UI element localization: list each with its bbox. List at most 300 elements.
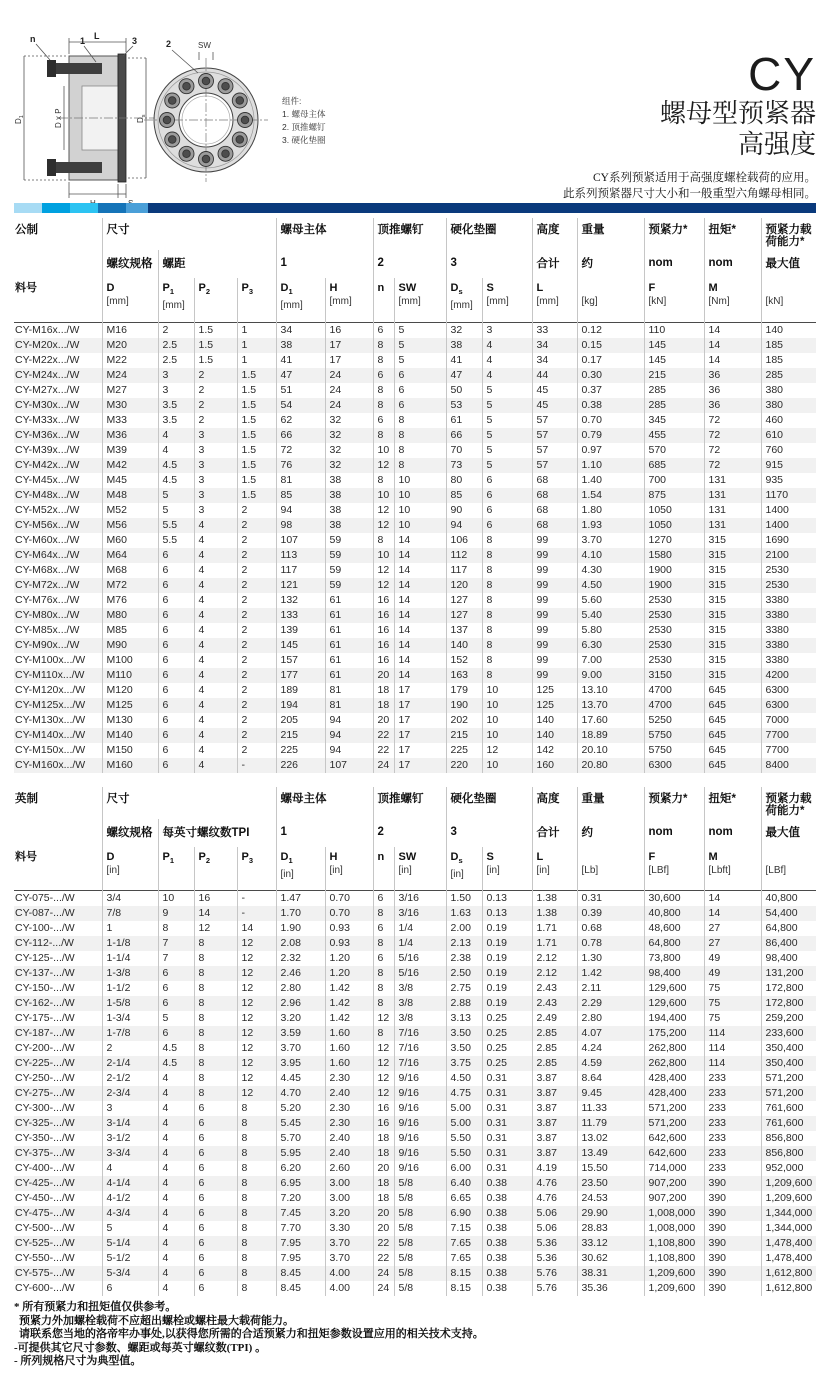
value-cell: 6: [373, 368, 394, 383]
table-row: [14, 368, 816, 383]
value-cell: 3.20: [276, 1011, 325, 1026]
value-cell: 61: [325, 638, 373, 653]
value-cell: 390: [704, 1236, 761, 1251]
value-cell: 59: [325, 548, 373, 563]
column-header: $D_1$ [mm]: [276, 278, 325, 322]
value-cell: 226: [276, 758, 325, 773]
part-label-3: 3: [132, 36, 138, 46]
value-cell: 8: [194, 966, 237, 981]
value-cell: 50: [446, 383, 482, 398]
value-cell: 6: [194, 1281, 237, 1296]
value-cell: 233: [704, 1161, 761, 1176]
value-cell: 36: [704, 398, 761, 413]
value-cell: 8: [237, 1191, 276, 1206]
legend-item: 3. 硬化垫圈: [282, 135, 326, 145]
value-cell: 12: [237, 966, 276, 981]
value-cell: 5/16: [394, 966, 446, 981]
value-cell: 14: [704, 353, 761, 368]
value-cell: 4: [158, 1236, 194, 1251]
accent-bar-segment: [98, 203, 126, 213]
value-cell: 2: [237, 578, 276, 593]
value-cell: 1.38: [532, 891, 577, 907]
value-cell: 7.65: [446, 1236, 482, 1251]
value-cell: 4: [194, 668, 237, 683]
value-cell: 125: [532, 683, 577, 698]
part-number-cell: CY-150-.../W: [15, 982, 75, 994]
value-cell: 8: [482, 638, 532, 653]
legend-item: 2. 顶推螺钉: [282, 122, 326, 132]
part-number-cell: CY-M80x.../W: [15, 608, 80, 621]
value-cell: 8: [394, 428, 446, 443]
value-cell: 20: [373, 1161, 394, 1176]
value-cell: 44: [532, 368, 577, 383]
value-cell: 0.93: [325, 921, 373, 936]
value-cell: 80: [446, 473, 482, 488]
value-cell: 0.37: [577, 383, 644, 398]
value-cell: 9.45: [577, 1086, 644, 1101]
value-cell: 24: [373, 758, 394, 773]
value-cell: 72: [704, 458, 761, 473]
value-cell: 315: [704, 608, 761, 623]
value-cell: 3.70: [325, 1251, 373, 1266]
value-cell: 8.64: [577, 1071, 644, 1086]
value-cell: 14: [704, 891, 761, 907]
value-cell: M33: [102, 413, 158, 428]
value-cell: 4: [194, 593, 237, 608]
value-cell: 32: [325, 458, 373, 473]
value-cell: 94: [325, 743, 373, 758]
value-cell: 177: [276, 668, 325, 683]
part-number-cell: CY-087-.../W: [15, 907, 75, 919]
column-header: [kg]: [577, 278, 644, 322]
value-cell: 98,400: [761, 951, 816, 966]
value-cell: 5: [394, 338, 446, 353]
table-row: [14, 653, 816, 668]
value-cell: 0.39: [577, 906, 644, 921]
value-cell: 6.00: [446, 1161, 482, 1176]
value-cell: 380: [761, 398, 816, 413]
table-row: [14, 698, 816, 713]
value-cell: 94: [325, 713, 373, 728]
value-cell: 1.5: [237, 398, 276, 413]
value-cell: 0.93: [325, 936, 373, 951]
part-number-cell: CY-125-.../W: [15, 952, 75, 964]
value-cell: 185: [761, 353, 816, 368]
column-group-header: 1: [276, 250, 373, 278]
value-cell: 9/16: [394, 1071, 446, 1086]
value-cell: 163: [446, 668, 482, 683]
value-cell: 2530: [644, 638, 704, 653]
value-cell: 3.87: [532, 1116, 577, 1131]
value-cell: 6.95: [276, 1176, 325, 1191]
column-header: $P_3$: [237, 278, 276, 322]
part-number-cell: CY-M22x.../W: [15, 353, 80, 366]
value-cell: 4: [158, 1281, 194, 1296]
value-cell: 2.80: [276, 981, 325, 996]
value-cell: 5.70: [276, 1131, 325, 1146]
column-group-header: 合计: [532, 250, 577, 278]
value-cell: 2.08: [276, 936, 325, 951]
value-cell: 3.87: [532, 1086, 577, 1101]
value-cell: 4.76: [532, 1191, 577, 1206]
table-row: [14, 936, 816, 951]
value-cell: 4: [158, 1266, 194, 1281]
technical-drawing: [14, 28, 414, 208]
value-cell: 4.10: [577, 548, 644, 563]
value-cell: 94: [276, 503, 325, 518]
value-cell: 113: [276, 548, 325, 563]
dim-label-SW: SW: [198, 41, 211, 50]
value-cell: 1050: [644, 503, 704, 518]
value-cell: M27: [102, 383, 158, 398]
value-cell: 262,800: [644, 1041, 704, 1056]
column-header: D [in]: [102, 847, 158, 891]
value-cell: 32: [325, 428, 373, 443]
value-cell: 24: [325, 398, 373, 413]
value-cell: 9/16: [394, 1086, 446, 1101]
value-cell: 215: [644, 368, 704, 383]
value-cell: 6: [482, 503, 532, 518]
value-cell: 6.30: [577, 638, 644, 653]
value-cell: 0.38: [482, 1251, 532, 1266]
value-cell: 1,209,600: [761, 1191, 816, 1206]
value-cell: 390: [704, 1251, 761, 1266]
value-cell: 2.12: [532, 966, 577, 981]
value-cell: 4: [194, 683, 237, 698]
table-row: [14, 1206, 816, 1221]
value-cell: 1.42: [325, 996, 373, 1011]
value-cell: 8: [482, 623, 532, 638]
column-header: $D_s$ [mm]: [446, 278, 482, 322]
value-cell: 72: [704, 428, 761, 443]
value-cell: M90: [102, 638, 158, 653]
part-number-cell: CY-M130x.../W: [15, 713, 86, 726]
value-cell: 0.68: [577, 921, 644, 936]
value-cell: 3.87: [532, 1146, 577, 1161]
value-cell: 66: [276, 428, 325, 443]
value-cell: 1,209,600: [644, 1281, 704, 1296]
value-cell: 14: [394, 533, 446, 548]
value-cell: 1: [237, 338, 276, 353]
value-cell: 110: [644, 322, 704, 338]
value-cell: 7.45: [276, 1206, 325, 1221]
value-cell: 2: [237, 743, 276, 758]
value-cell: 2.88: [446, 996, 482, 1011]
table-row: [14, 413, 816, 428]
value-cell: 4.75: [446, 1086, 482, 1101]
value-cell: 2.85: [532, 1041, 577, 1056]
value-cell: 38.31: [577, 1266, 644, 1281]
value-cell: 24: [373, 1266, 394, 1281]
value-cell: 7: [158, 951, 194, 966]
part-number-cell: CY-112-.../W: [15, 937, 74, 949]
value-cell: 6: [194, 1116, 237, 1131]
value-cell: 4: [194, 518, 237, 533]
value-cell: 315: [704, 548, 761, 563]
value-cell: 5: [394, 322, 446, 338]
value-cell: 129,600: [644, 996, 704, 1011]
value-cell: 38: [446, 338, 482, 353]
value-cell: 140: [532, 713, 577, 728]
part-number-cell: CY-M42x.../W: [15, 458, 80, 471]
column-header: SW [mm]: [394, 278, 446, 322]
value-cell: 4: [102, 1161, 158, 1176]
description-line: CY系列预紧适用于高强度螺栓载荷的应用。: [593, 172, 816, 184]
value-cell: 0.97: [577, 443, 644, 458]
value-cell: 12: [373, 1041, 394, 1056]
value-cell: 18: [373, 1131, 394, 1146]
value-cell: 7/8: [102, 906, 158, 921]
dim-label-DxP: D x P: [54, 108, 63, 128]
value-cell: 2: [237, 593, 276, 608]
table-row: [14, 1221, 816, 1236]
table-row: [14, 1056, 816, 1071]
value-cell: 645: [704, 728, 761, 743]
value-cell: 1,478,400: [761, 1236, 816, 1251]
value-cell: 8: [194, 1086, 237, 1101]
value-cell: 6: [158, 758, 194, 773]
value-cell: 16: [373, 593, 394, 608]
value-cell: 5.80: [577, 623, 644, 638]
value-cell: 8: [237, 1266, 276, 1281]
value-cell: 68: [532, 503, 577, 518]
table-row: [14, 608, 816, 623]
column-header: $P_2$: [194, 847, 237, 891]
value-cell: 1.60: [325, 1026, 373, 1041]
value-cell: 1.5: [237, 383, 276, 398]
part-number-cell: CY-075-.../W: [15, 892, 75, 904]
value-cell: 2: [237, 563, 276, 578]
title-block: [563, 50, 816, 202]
value-cell: 114: [704, 1041, 761, 1056]
value-cell: 8: [373, 981, 394, 996]
description-line: 此系列预紧器尺寸大小和一般重型六角螺母相同。: [563, 188, 816, 200]
value-cell: 1.5: [237, 458, 276, 473]
value-cell: 1.38: [532, 906, 577, 921]
value-cell: 61: [325, 623, 373, 638]
table-row: [14, 548, 816, 563]
value-cell: 0.25: [482, 1056, 532, 1071]
value-cell: 6: [194, 1206, 237, 1221]
value-cell: 6: [158, 653, 194, 668]
value-cell: 3/16: [394, 891, 446, 907]
value-cell: M36: [102, 428, 158, 443]
value-cell: 952,000: [761, 1161, 816, 1176]
value-cell: 5/8: [394, 1176, 446, 1191]
part-number-cell: CY-M30x.../W: [15, 398, 80, 411]
value-cell: 0.15: [577, 338, 644, 353]
value-cell: M100: [102, 653, 158, 668]
value-cell: 8: [394, 458, 446, 473]
value-cell: 350,400: [761, 1041, 816, 1056]
column-group-header: 约: [577, 819, 644, 847]
value-cell: 1.5: [237, 428, 276, 443]
value-cell: 4: [482, 353, 532, 368]
value-cell: 14: [394, 653, 446, 668]
value-cell: M24: [102, 368, 158, 383]
value-cell: 6: [158, 668, 194, 683]
value-cell: 2.46: [276, 966, 325, 981]
page-header: [14, 0, 816, 203]
value-cell: 5: [158, 488, 194, 503]
value-cell: 8: [373, 966, 394, 981]
value-cell: 8: [237, 1176, 276, 1191]
value-cell: 0.30: [577, 368, 644, 383]
value-cell: 3: [194, 458, 237, 473]
value-cell: 2.75: [446, 981, 482, 996]
part-number-cell: CY-M24x.../W: [15, 368, 80, 381]
value-cell: 47: [446, 368, 482, 383]
part-number-cell: CY-M90x.../W: [15, 638, 80, 651]
table-row: [14, 353, 816, 368]
value-cell: 6: [158, 578, 194, 593]
value-cell: 3.30: [325, 1221, 373, 1236]
value-cell: 4: [158, 1131, 194, 1146]
value-cell: 12: [373, 563, 394, 578]
value-cell: -: [237, 891, 276, 907]
value-cell: 4.19: [532, 1161, 577, 1176]
value-cell: 27: [704, 936, 761, 951]
value-cell: 6.65: [446, 1191, 482, 1206]
value-cell: 1.5: [237, 443, 276, 458]
part-number-cell: CY-475-.../W: [15, 1207, 75, 1219]
value-cell: 345: [644, 413, 704, 428]
value-cell: 9/16: [394, 1131, 446, 1146]
part-number-cell: CY-325-.../W: [15, 1117, 75, 1129]
value-cell: 2.30: [325, 1101, 373, 1116]
value-cell: 76: [276, 458, 325, 473]
value-cell: 0.70: [325, 906, 373, 921]
value-cell: 12: [237, 1071, 276, 1086]
table-row: [14, 578, 816, 593]
value-cell: 1.70: [276, 906, 325, 921]
table-row: [14, 458, 816, 473]
value-cell: 4: [158, 443, 194, 458]
value-cell: 3: [194, 473, 237, 488]
part-label-1: 1: [80, 36, 86, 46]
value-cell: 68: [532, 473, 577, 488]
value-cell: 145: [644, 353, 704, 368]
value-cell: 645: [704, 743, 761, 758]
value-cell: 0.38: [482, 1191, 532, 1206]
value-cell: 1900: [644, 563, 704, 578]
value-cell: 120: [446, 578, 482, 593]
value-cell: 117: [446, 563, 482, 578]
column-group-header: 2: [373, 819, 446, 847]
value-cell: 8: [482, 563, 532, 578]
value-cell: -: [237, 758, 276, 773]
value-cell: 38: [325, 503, 373, 518]
value-cell: 9/16: [394, 1101, 446, 1116]
value-cell: 131: [704, 488, 761, 503]
value-cell: 8: [482, 593, 532, 608]
value-cell: 3: [102, 1101, 158, 1116]
value-cell: 9/16: [394, 1146, 446, 1161]
value-cell: 0.25: [482, 1026, 532, 1041]
value-cell: 5.00: [446, 1101, 482, 1116]
value-cell: 6.20: [276, 1161, 325, 1176]
value-cell: 131: [704, 503, 761, 518]
value-cell: 761,600: [761, 1101, 816, 1116]
value-cell: 61: [325, 653, 373, 668]
value-cell: 714,000: [644, 1161, 704, 1176]
column-group-header: 2: [373, 250, 446, 278]
value-cell: 53: [446, 398, 482, 413]
value-cell: 1.5: [237, 368, 276, 383]
spec-tables: [14, 218, 816, 1296]
value-cell: 2: [237, 533, 276, 548]
part-number-cell: CY-M76x.../W: [15, 593, 80, 606]
value-cell: 1,612,800: [761, 1281, 816, 1296]
value-cell: 114: [704, 1026, 761, 1041]
value-cell: 16: [373, 638, 394, 653]
value-cell: 3-1/4: [102, 1116, 158, 1131]
value-cell: 4700: [644, 698, 704, 713]
value-cell: 5: [102, 1221, 158, 1236]
value-cell: 0.38: [482, 1206, 532, 1221]
table-row: [14, 921, 816, 936]
part-number-cell: CY-400-.../W: [15, 1162, 75, 1174]
value-cell: 3/16: [394, 906, 446, 921]
value-cell: 4.59: [577, 1056, 644, 1071]
value-cell: 114: [704, 1056, 761, 1071]
value-cell: 6: [194, 1191, 237, 1206]
side-view-drawing: [14, 31, 154, 208]
column-header: 料号: [15, 850, 37, 863]
value-cell: 1,209,600: [644, 1266, 704, 1281]
table-row: [14, 473, 816, 488]
value-cell: 8: [237, 1101, 276, 1116]
value-cell: 7.65: [446, 1251, 482, 1266]
column-group-header: 尺寸: [102, 218, 276, 250]
value-cell: 1.42: [325, 1011, 373, 1026]
value-cell: 36: [704, 383, 761, 398]
table-row: [14, 951, 816, 966]
value-cell: 5: [158, 503, 194, 518]
value-cell: 157: [276, 653, 325, 668]
value-cell: 13.02: [577, 1131, 644, 1146]
value-cell: 760: [761, 443, 816, 458]
accent-bar-segment: [14, 203, 42, 213]
value-cell: 38: [276, 338, 325, 353]
value-cell: 8: [482, 548, 532, 563]
part-number-cell: CY-500-.../W: [15, 1222, 75, 1234]
value-cell: 1580: [644, 548, 704, 563]
column-group-header: 螺母主体: [276, 787, 373, 819]
value-cell: 12: [373, 1086, 394, 1101]
value-cell: 90: [446, 503, 482, 518]
column-header: [LBf]: [761, 847, 816, 891]
value-cell: 5: [158, 1011, 194, 1026]
value-cell: 571,200: [644, 1101, 704, 1116]
table-row: [14, 638, 816, 653]
value-cell: 6: [194, 1101, 237, 1116]
value-cell: 85: [446, 488, 482, 503]
value-cell: 6: [158, 623, 194, 638]
value-cell: 6: [158, 966, 194, 981]
value-cell: 160: [532, 758, 577, 773]
value-cell: 0.38: [482, 1236, 532, 1251]
value-cell: 73: [446, 458, 482, 473]
value-cell: 6: [158, 608, 194, 623]
value-cell: 2: [237, 668, 276, 683]
value-cell: 5.95: [276, 1146, 325, 1161]
part-number-cell: CY-M36x.../W: [15, 428, 80, 441]
value-cell: 99: [532, 563, 577, 578]
column-header: SW [in]: [394, 847, 446, 891]
column-header: H [in]: [325, 847, 373, 891]
table-row: [14, 1116, 816, 1131]
